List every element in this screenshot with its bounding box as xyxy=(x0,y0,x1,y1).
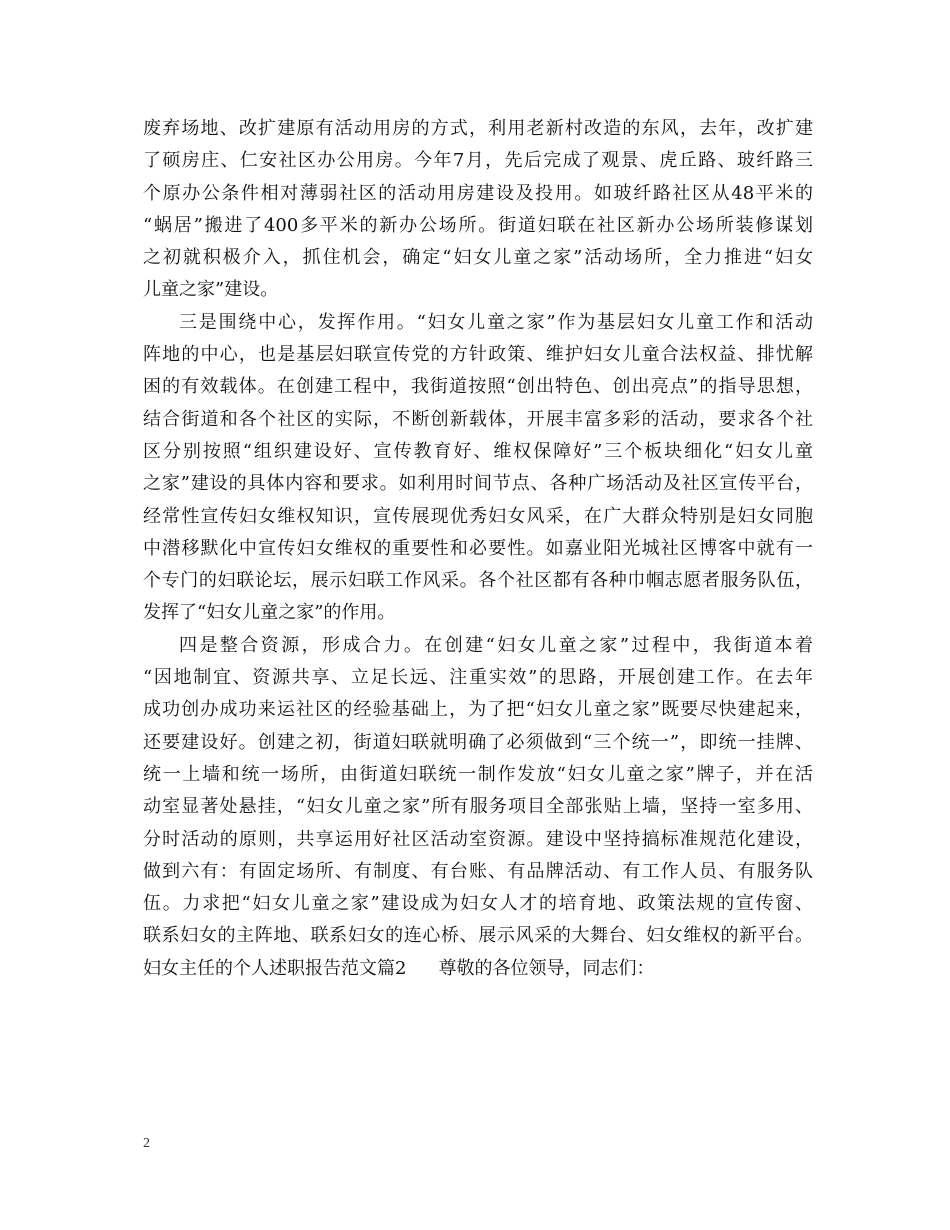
text-line: 困的有效载体。在创建工程中，我街道按照“创出特色、创出亮点”的指导思想， xyxy=(143,376,813,398)
page-number: 2 xyxy=(143,1136,150,1151)
paragraph-first-line: 三是围绕中心，发挥作用。“妇女儿童之家”作为基层妇女儿童工作和活动 xyxy=(179,311,813,333)
text-line: 之初就积极介入，抓住机会，确定“妇女儿童之家”活动场所，全力推进“妇女 xyxy=(143,247,813,269)
text-line: 做到六有：有固定场所、有制度、有台账、有品牌活动、有工作人员、有服务队 xyxy=(143,860,813,882)
paragraph-first-line: 四是整合资源，形成合力。在创建“妇女儿童之家”过程中，我街道本着 xyxy=(179,634,813,656)
article-heading-line xyxy=(143,953,813,985)
greeting: 尊敬的各位领导，同志们： xyxy=(438,957,655,979)
text-line: 了硕房庄、仁安社区办公用房。今年7月，先后完成了观景、虎丘路、玻纤路三 xyxy=(143,150,813,172)
document-body xyxy=(143,113,813,985)
text-line: 废弃场地、改扩建原有活动用房的方式，利用老新村改造的东风，去年，改扩建 xyxy=(143,118,813,139)
text-line: 个原办公条件相对薄弱社区的活动用房建设及投用。如玻纤路社区从48平米的 xyxy=(143,182,813,204)
text-line: 儿童之家”建设。 xyxy=(143,279,279,301)
text-line: 联系妇女的主阵地、联系妇女的连心桥、展示风采的大舞台、妇女维权的新平台。 xyxy=(143,925,813,947)
text-line: 之家”建设的具体内容和要求。如利用时间节点、各种广场活动及社区宣传平台， xyxy=(143,473,813,495)
article-title: 妇女主任的个人述职报告范文篇2 xyxy=(143,957,407,979)
text-line: 阵地的中心，也是基层妇联宣传党的方针政策、维护妇女儿童合法权益、排忧解 xyxy=(143,344,813,366)
text-line: “蜗居”搬进了400多平米的新办公场所。街道妇联在社区新办公场所装修谋划 xyxy=(143,214,813,236)
text-line: 中潜移默化中宣传妇女维权的重要性和必要性。如嘉业阳光城社区博客中就有一 xyxy=(143,537,813,559)
text-line: 个专门的妇联论坛，展示妇联工作风采。各个社区都有各种巾帼志愿者服务队伍， xyxy=(143,570,813,592)
text-line: 还要建设好。创建之初，街道妇联就明确了必须做到“三个统一”，即统一挂牌、 xyxy=(143,731,813,753)
text-line: 成功创办成功来运社区的经验基础上，为了把“妇女儿童之家”既要尽快建起来， xyxy=(143,699,813,721)
text-line: 伍。力求把“妇女儿童之家”建设成为妇女人才的培育地、政策法规的宣传窗、 xyxy=(143,893,813,915)
text-line: 区分别按照“组织建设好、宣传教育好、维权保障好”三个板块细化“妇女儿童 xyxy=(143,440,813,462)
text-line: 统一上墙和统一场所，由街道妇联统一制作发放“妇女儿童之家”牌子，并在活 xyxy=(143,763,813,785)
text-line: 经常性宣传妇女维权知识，宣传展现优秀妇女风采，在广大群众特别是妇女同胞 xyxy=(143,505,813,527)
text-line: 分时活动的原则，共享运用好社区活动室资源。建设中坚持搞标准规范化建设， xyxy=(143,828,813,850)
text-line: 发挥了“妇女儿童之家”的作用。 xyxy=(143,602,396,624)
text-line: “因地制宜、资源共享、立足长远、注重实效”的思路，开展创建工作。在去年 xyxy=(143,667,813,689)
text-line: 结合街道和各个社区的实际，不断创新载体，开展丰富多彩的活动，要求各个社 xyxy=(143,408,813,430)
text-line: 动室显著处悬挂，“妇女儿童之家”所有服务项目全部张贴上墙，坚持一室多用、 xyxy=(143,796,813,818)
